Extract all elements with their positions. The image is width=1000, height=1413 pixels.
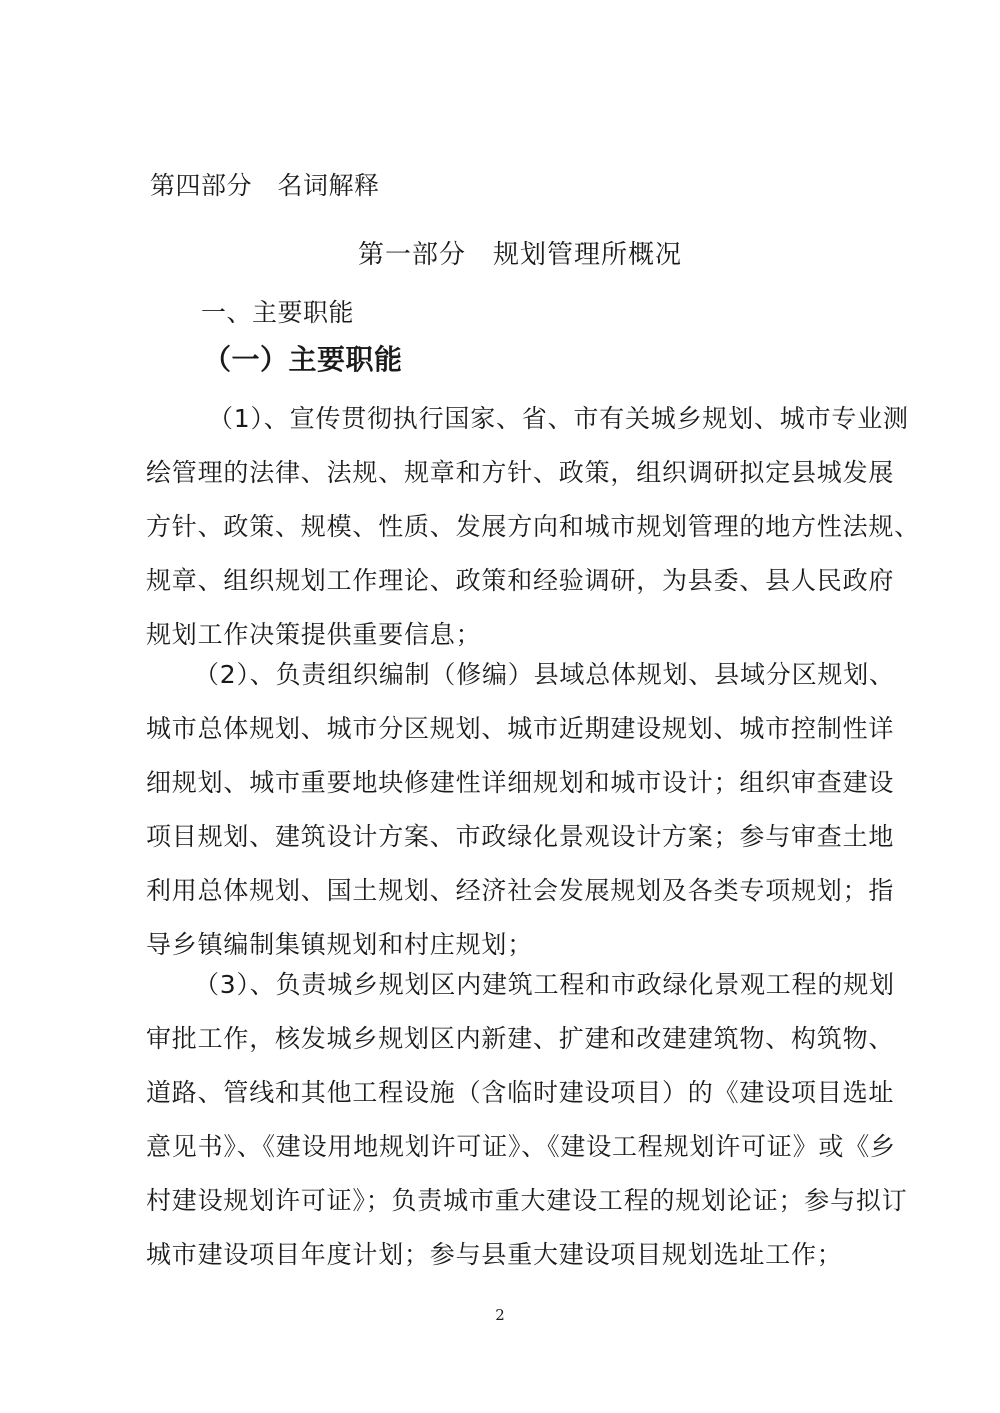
section4-heading: 第四部分 名词解释 [150, 171, 380, 200]
paragraph-2 [146, 648, 895, 972]
subheading-main-functions: （一）主要职能 [203, 343, 403, 376]
paragraph-line: （1）、宣传贯彻执行国家、省、市有关城乡规划、城市专业测 [208, 404, 909, 433]
paragraph-line: （2）、负责组织编制（修编）县域总体规划、县域分区规划、 [194, 660, 895, 689]
paragraph-1 [146, 392, 921, 662]
heading-main-functions: 一、主要职能 [201, 298, 355, 327]
paragraph-line: 城市总体规划、城市分区规划、城市近期建设规划、城市控制性详 [146, 714, 895, 743]
paragraph-line: 细规划、城市重要地块修建性详细规划和城市设计；组织审查建设 [146, 768, 895, 797]
page-number: 2 [495, 1306, 505, 1324]
paragraph-line: 规章、组织规划工作理论、政策和经验调研，为县委、县人民政府 [146, 566, 895, 595]
paragraph-line: 方针、政策、规模、性质、发展方向和城市规划管理的地方性法规、 [146, 512, 921, 541]
paragraph-line: （3）、负责城乡规划区内建筑工程和市政绿化景观工程的规划 [194, 970, 895, 999]
paragraph-line: 村建设规划许可证》；负责城市重大建设工程的规划论证；参与拟订 [146, 1186, 908, 1215]
paragraph-line: 规划工作决策提供重要信息； [146, 620, 482, 649]
paragraph-line: 道路、管线和其他工程设施（含临时建设项目）的《建设项目选址 [146, 1078, 895, 1107]
paragraph-line: 导乡镇编制集镇规划和村庄规划； [146, 930, 534, 959]
paragraph-line: 城市建设项目年度计划；参与县重大建设项目规划选址工作； [146, 1240, 843, 1269]
paragraph-line: 绘管理的法律、法规、规章和方针、政策，组织调研拟定县城发展 [146, 458, 895, 487]
paragraph-3 [146, 958, 908, 1282]
paragraph-line: 审批工作，核发城乡规划区内新建、扩建和改建建筑物、构筑物、 [146, 1024, 895, 1053]
paragraph-line: 意见书》、《建设用地规划许可证》、《建设工程规划许可证》或《乡 [146, 1132, 896, 1161]
paragraph-line: 项目规划、建筑设计方案、市政绿化景观设计方案；参与审查土地 [146, 822, 895, 851]
paragraph-line: 利用总体规划、国土规划、经济社会发展规划及各类专项规划；指 [146, 876, 895, 905]
part1-title: 第一部分 规划管理所概况 [358, 240, 683, 270]
